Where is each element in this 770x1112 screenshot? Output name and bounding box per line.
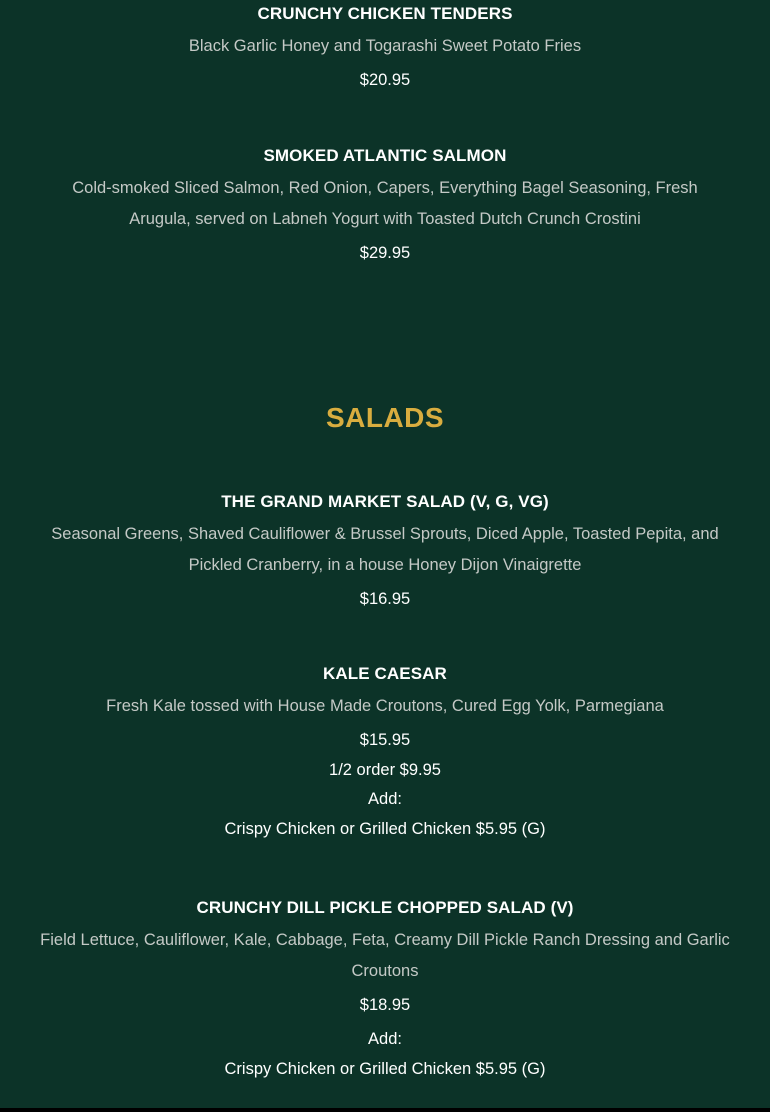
menu-item-crunchy-chicken-tenders: [0, 4, 770, 90]
item-price: $15.95: [359, 731, 411, 749]
bottom-edge-bar: [0, 1108, 770, 1112]
item-price: $18.95: [359, 996, 411, 1014]
menu-item-smoked-atlantic-salmon: [0, 146, 770, 263]
add-label: Add:: [368, 1030, 402, 1048]
add-option: Crispy Chicken or Grilled Chicken $5.95 (G): [224, 1060, 546, 1078]
item-description: Field Lettuce, Cauliflower, Kale, Cabbage, Feta, Creamy Dill Pickle Ranch Dressing and Garlic Croutons: [40, 931, 730, 980]
item-description: Fresh Kale tossed with House Made Croutons, Cured Egg Yolk, Parmegiana: [106, 697, 664, 715]
add-option: Crispy Chicken or Grilled Chicken $5.95 (G): [224, 820, 546, 838]
half-order-price: 1/2 order $9.95: [329, 761, 441, 779]
item-description: Black Garlic Honey and Togarashi Sweet Potato Fries: [188, 37, 582, 55]
item-description: Seasonal Greens, Shaved Cauliflower & Brussel Sprouts, Diced Apple, Toasted Pepita, and Pickled Cranberry, in a house Honey Dijon Vinaigrette: [51, 525, 719, 574]
item-price: $29.95: [359, 244, 411, 262]
item-name: SMOKED ATLANTIC SALMON: [263, 146, 507, 165]
add-label: Add:: [368, 790, 402, 808]
menu-item-kale-caesar: [0, 664, 770, 845]
menu-item-dill-pickle-chopped-salad: [0, 898, 770, 1085]
item-name: KALE CAESAR: [323, 664, 447, 683]
menu-item-grand-market-salad: [0, 492, 770, 609]
item-price: $20.95: [359, 71, 411, 89]
item-price: $16.95: [359, 590, 411, 608]
item-name: CRUNCHY DILL PICKLE CHOPPED SALAD (V): [196, 898, 574, 917]
item-name: THE GRAND MARKET SALAD (V, G, VG): [221, 492, 549, 511]
section-title-salads: SALADS: [325, 402, 445, 433]
item-description: Cold-smoked Sliced Salmon, Red Onion, Capers, Everything Bagel Seasoning, Fresh Arugula, served on Labneh Yogurt with Toasted Dutch Crunch Crostini: [72, 179, 698, 228]
item-name: CRUNCHY CHICKEN TENDERS: [257, 4, 513, 23]
